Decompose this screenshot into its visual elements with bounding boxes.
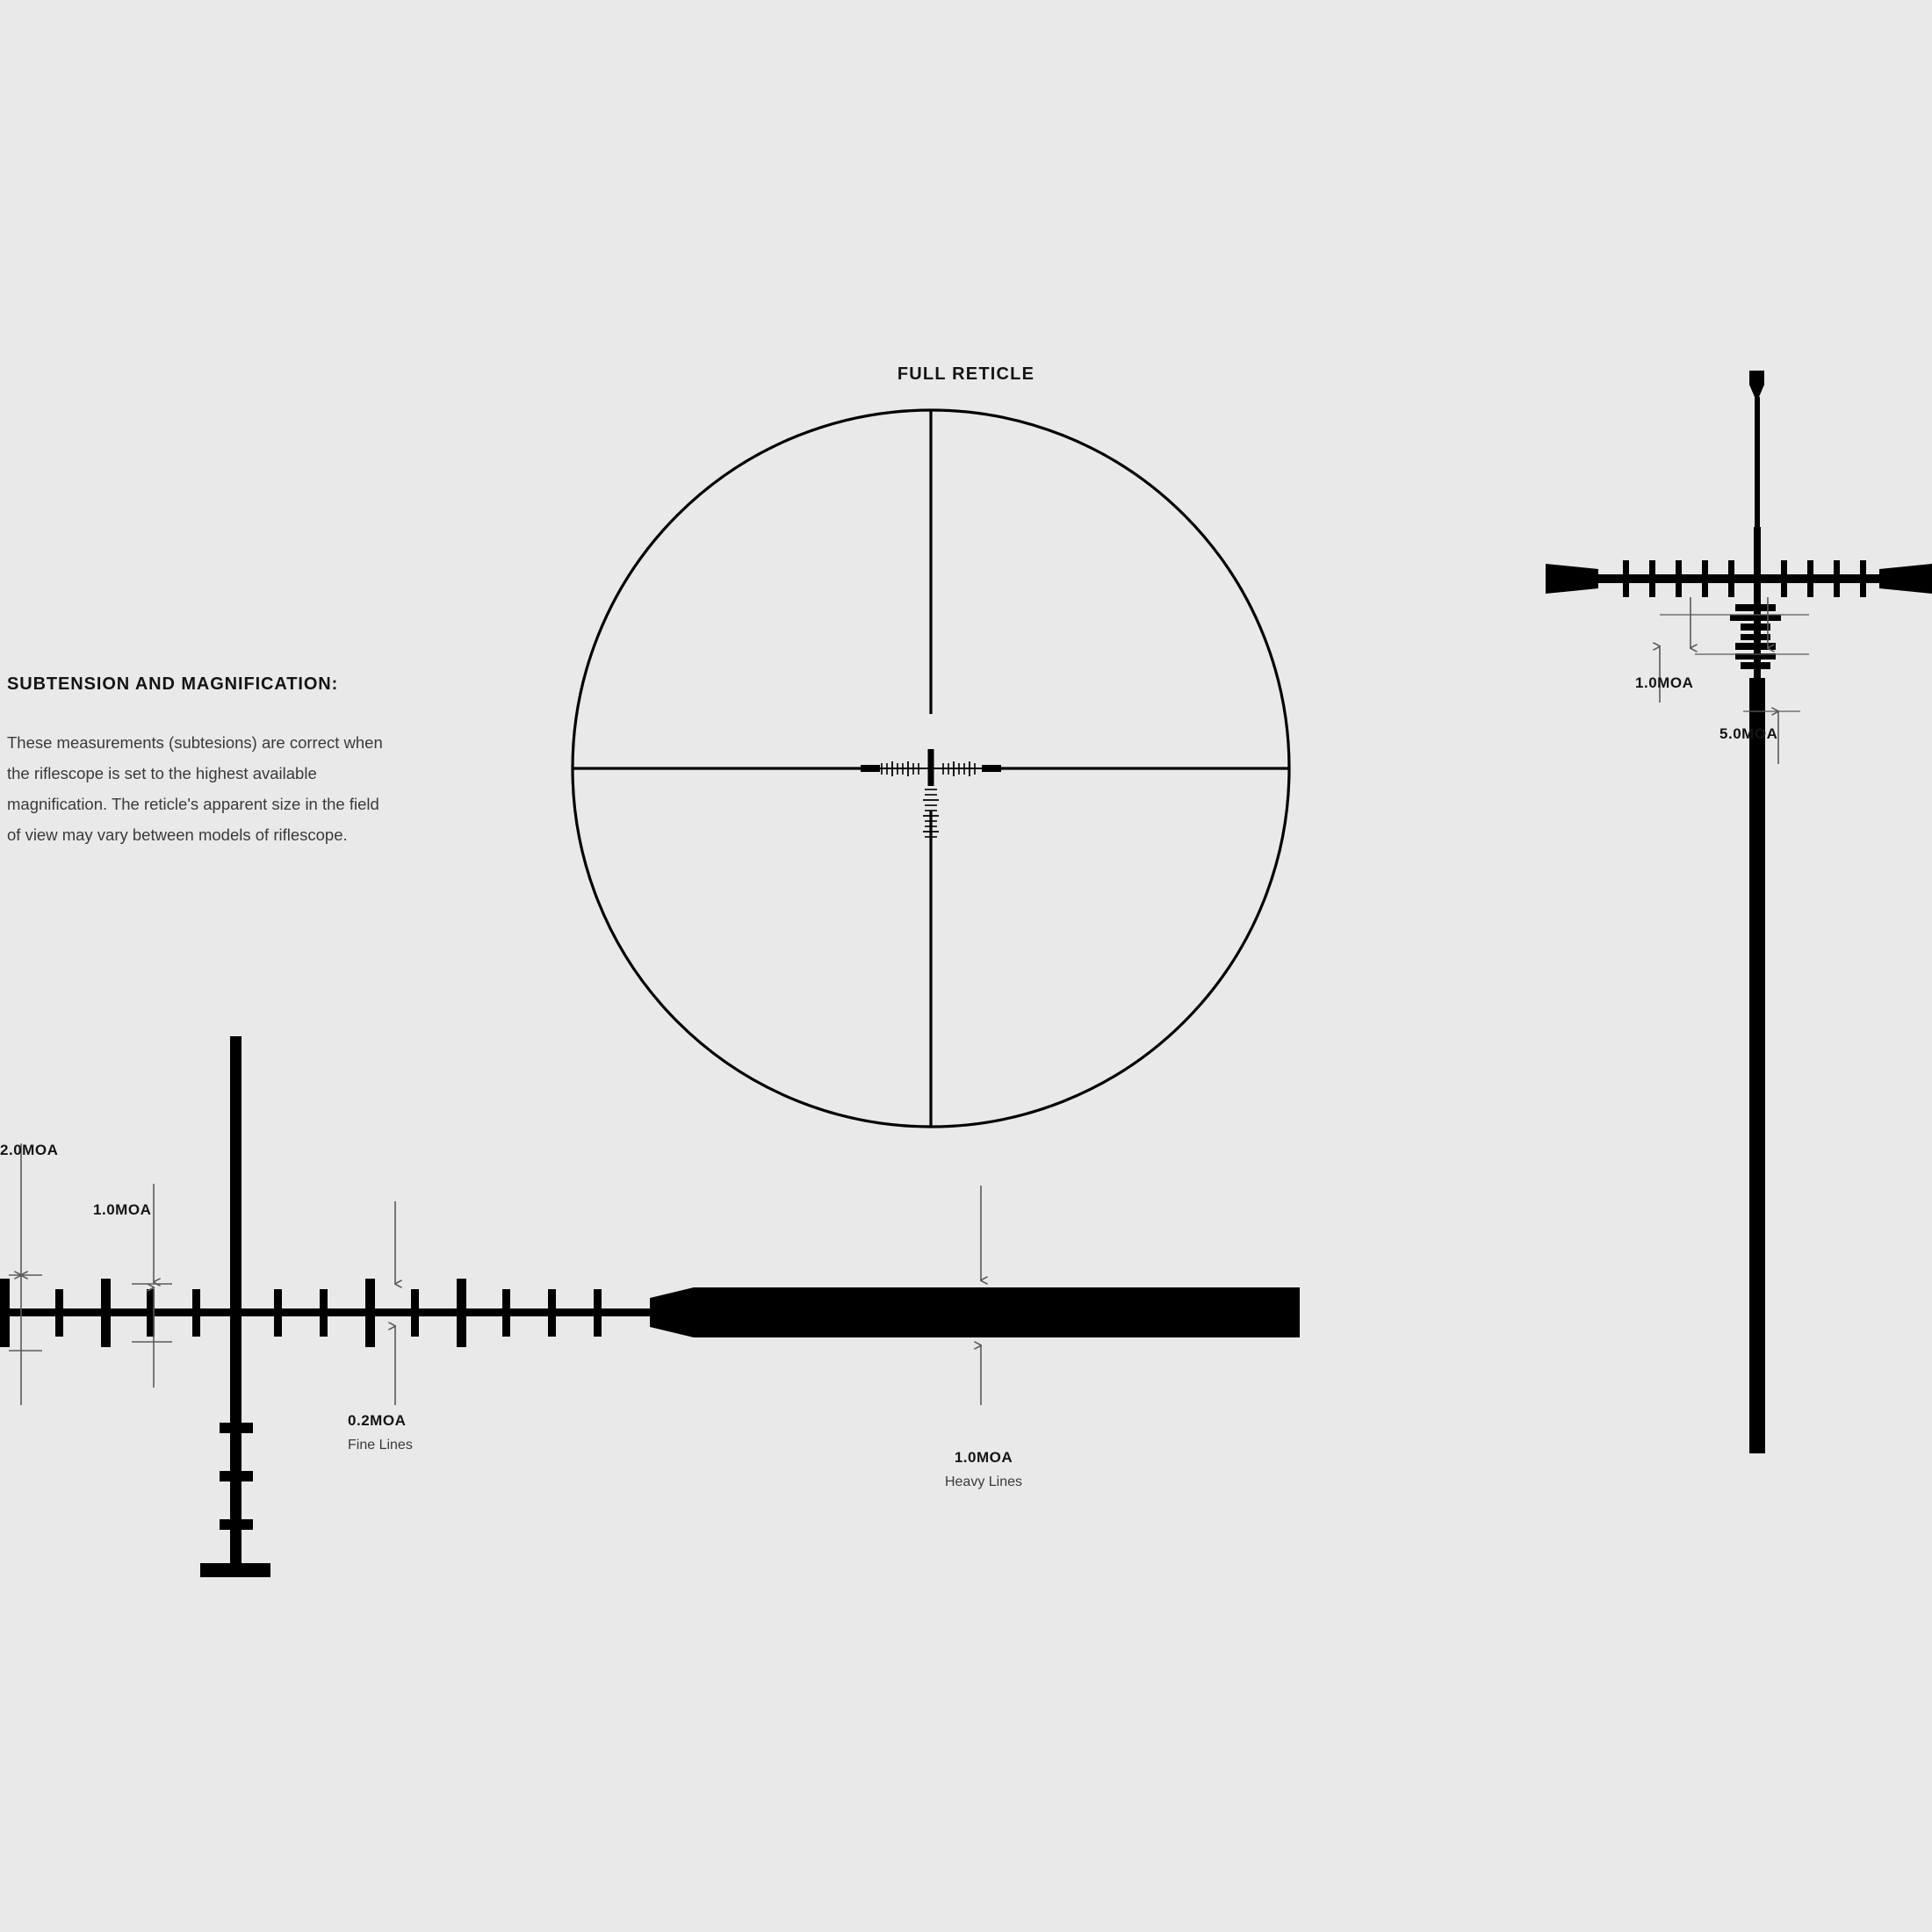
subtension-heading: SUBTENSION AND MAGNIFICATION: (7, 674, 339, 694)
label-2moa-horizontal: 2.0MOA (0, 1142, 59, 1158)
label-5moa-vertical: 5.0MOA (1719, 725, 1778, 742)
full-reticle-title: FULL RETICLE (897, 364, 1035, 384)
dimension-arrows (9, 1143, 981, 1405)
horizontal-stadia-drawing (0, 1036, 1335, 1563)
label-02moa-fine-lines: 0.2MOA (348, 1412, 407, 1429)
vertical-crossbar (1546, 560, 1932, 597)
label-1moa-horizontal: 1.0MOA (93, 1201, 152, 1218)
subtension-body-text: These measurements (subtesions) are correct when the riflescope is set to the highest available magnification. The reticle's apparent size in the field of view may vary between models of riflescope. (7, 733, 383, 844)
label-1moa-heavy-lines: 1.0MOA (954, 1449, 1013, 1466)
horizontal-vertical-post (200, 1036, 270, 1577)
reticle-crosshair (573, 410, 1289, 1127)
label-1moa-vertical: 1.0MOA (1635, 674, 1694, 691)
label-1moa-heavy-lines-sub: Heavy Lines (944, 1474, 1023, 1489)
vertical-stadia-drawing (1546, 351, 1932, 1581)
full-reticle-drawing (562, 400, 1300, 1137)
label-02moa-fine-lines-sub: Fine Lines (348, 1438, 413, 1453)
vertical-main-post (1749, 371, 1765, 1453)
